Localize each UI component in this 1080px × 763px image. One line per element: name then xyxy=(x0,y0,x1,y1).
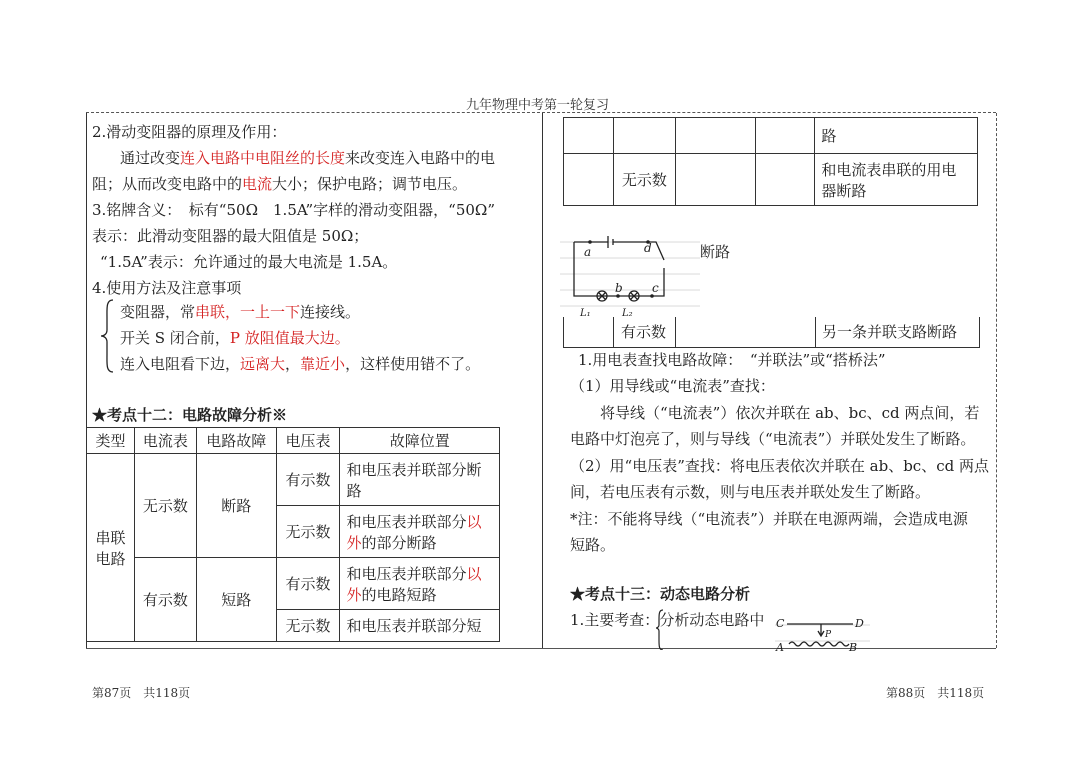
circuit-label-a: a xyxy=(584,245,592,259)
page-header-title: 九年物理中考第一轮复习 xyxy=(466,98,610,113)
k13-brace-icon xyxy=(655,608,665,650)
cont-r1-location: 和电流表串联的用电器断路 xyxy=(815,154,978,206)
th-voltmeter: 电压表 xyxy=(276,428,340,454)
section-2-para-1: 通过改变连入电路中电阻丝的长度来改变连入电路中的电 xyxy=(120,149,496,167)
r3-voltmeter: 有示数 xyxy=(276,558,340,610)
section-3-line-2: 表示：此滑动变阻器的最大阻值是 50Ω； xyxy=(92,227,369,245)
method-line-4: 电路中灯泡亮了，则与导线（“电流表”）并联处发生了断路。 xyxy=(570,430,976,448)
circuit-label-b: b xyxy=(615,281,623,295)
ammeter-has-reading: 有示数 xyxy=(134,558,196,642)
k13-line-1: 1.主要考查：分析动态电路中 xyxy=(570,611,765,629)
method-line-5: （2）用“电压表”查找：将电压表依次并联在 ab、bc、cd 两点 xyxy=(570,457,989,475)
cont-r2-voltmeter: 有示数 xyxy=(621,323,667,341)
th-location: 故障位置 xyxy=(340,428,500,454)
circuit-diagram xyxy=(560,228,700,320)
fault-table xyxy=(86,427,500,642)
th-type: 类型 xyxy=(87,428,135,454)
center-divider xyxy=(542,113,543,648)
header-rule xyxy=(86,112,996,113)
fault-short: 短路 xyxy=(196,558,276,642)
circuit-label-l1: L₁ xyxy=(580,308,591,319)
cont-r2-location: 另一条并联支路断路 xyxy=(822,323,958,341)
section-3-line-1: 3.铭牌含义： 标有“50Ω 1.5A”字样的滑动变阻器，“50Ω” xyxy=(92,201,496,219)
section-2-title: 2.滑动变阻器的原理及作用： xyxy=(92,123,287,141)
circuit-label-c: c xyxy=(652,281,659,295)
section-2-para-2: 阻；从而改变电路中的电流大小；保护电路；调节电压。 xyxy=(92,175,468,193)
rheostat-label-d: D xyxy=(855,617,864,630)
th-ammeter: 电流表 xyxy=(134,428,196,454)
r4-voltmeter: 无示数 xyxy=(276,610,340,642)
r2-voltmeter: 无示数 xyxy=(276,506,340,558)
right-border xyxy=(996,113,997,648)
footer-page-left: 第87页 共118页 xyxy=(92,686,191,700)
r1-voltmeter: 有示数 xyxy=(276,454,340,506)
type-series: 串联电路 xyxy=(87,454,135,642)
th-fault: 电路故障 xyxy=(196,428,276,454)
circuit-label-l2: L₂ xyxy=(622,308,633,319)
r2-location: 和电压表并联部分以外的部分断路 xyxy=(340,506,500,558)
rheostat-diagram xyxy=(775,613,870,653)
brace-icon xyxy=(100,298,116,374)
bullet-line-2: 开关 S 闭合前，P 放阻值最大边。 xyxy=(120,329,350,347)
note-line-2: 短路。 xyxy=(570,536,616,554)
open-circuit-label: 断路 xyxy=(700,243,731,261)
rheostat-label-p: P xyxy=(825,630,832,640)
note-line-1: *注：不能将导线（“电流表”）并联在电源两端，会造成电源 xyxy=(570,510,968,528)
r1-location: 和电压表并联部分断路 xyxy=(340,454,500,506)
method-line-2: （1）用导线或“电流表”查找： xyxy=(570,377,775,395)
r3-location: 和电压表并联部分以外的电路短路 xyxy=(340,558,500,610)
rheostat-label-b: B xyxy=(849,641,858,653)
k13-title: ★考点十三：动态电路分析 xyxy=(570,585,751,603)
bullet-line-3: 连入电阻看下边，远离大，靠近小，这样使用错不了。 xyxy=(120,355,481,373)
footer-page-right: 第88页 共118页 xyxy=(886,686,985,700)
fault-table-continued xyxy=(563,117,978,206)
section-4-title: 4.使用方法及注意事项 xyxy=(92,279,242,297)
ammeter-no-reading: 无示数 xyxy=(134,454,196,558)
section-3-line-3: “1.5A”表示：允许通过的最大电流是 1.5A。 xyxy=(100,253,398,271)
bullet-line-1: 变阻器，常串联，一上一下连接线。 xyxy=(120,303,361,321)
rheostat-label-a: A xyxy=(776,641,784,653)
circuit-label-d: d xyxy=(644,241,652,255)
method-line-1: 1.用电表查找电路故障： “并联法”或“搭桥法” xyxy=(578,351,886,369)
k12-title: ★考点十二：电路故障分析※ xyxy=(92,406,288,424)
r4-location: 和电压表并联部分短 xyxy=(340,610,500,642)
fault-open: 断路 xyxy=(196,454,276,558)
rheostat-label-c: C xyxy=(776,617,785,630)
cont-r0-location: 路 xyxy=(815,118,978,154)
method-line-3: 将导线（“电流表”）依次并联在 ab、bc、cd 两点间，若 xyxy=(600,404,980,422)
method-line-6: 间，若电压表有示数，则与电压表并联处发生了断路。 xyxy=(570,483,931,501)
cont-r1-voltmeter: 无示数 xyxy=(613,154,675,206)
